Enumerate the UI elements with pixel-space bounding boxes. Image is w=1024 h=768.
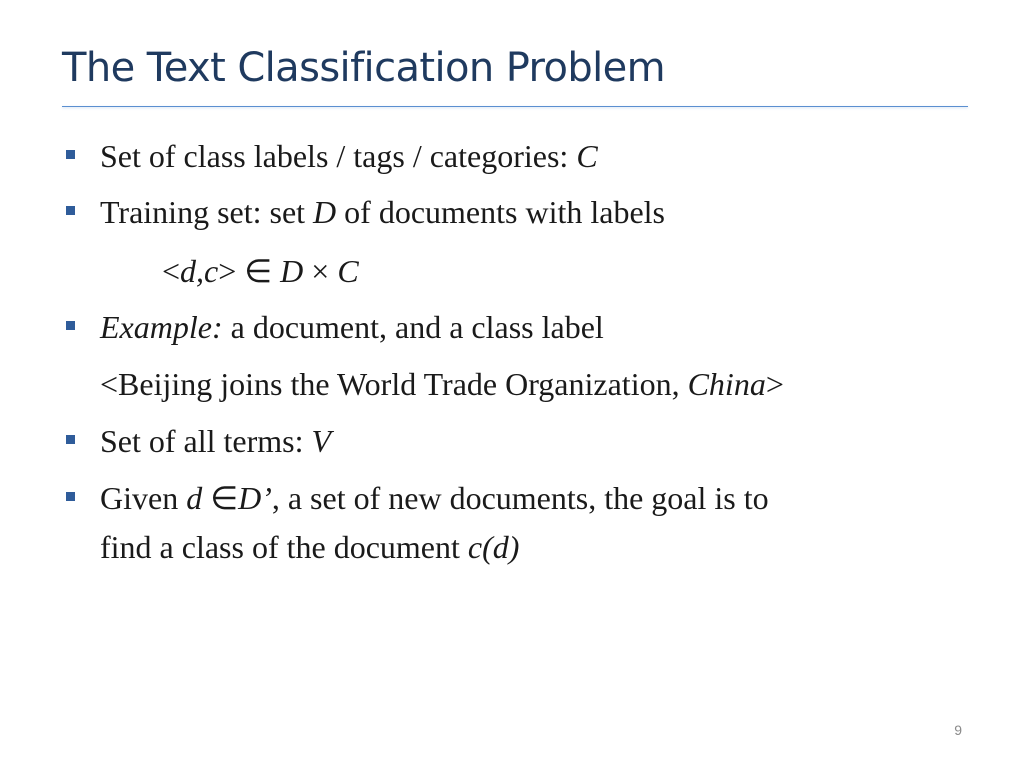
bullet-text: , a set of new documents, the goal is to [271,480,769,516]
times-symbol: × [303,253,338,289]
angle-close: > [218,253,237,289]
bullet-item-terms [100,421,331,461]
math-var-dprime: D’ [238,480,272,516]
bullet-item-example [100,307,604,347]
angle-close: > [765,366,784,402]
math-var-v: V [311,423,332,459]
bullet-text: find a class of the document [100,529,468,565]
angle-open: < [162,253,181,289]
bullet-item-training-set [100,192,665,232]
bullet-text: a document, and a class label [222,309,604,345]
slide-title: The Text Classification Problem [62,45,666,91]
page-number: 9 [954,722,962,738]
math-set-c: C [337,253,359,289]
square-bullet-icon [66,150,75,159]
member-symbol: ∈ [236,253,281,289]
math-set-d: D [280,253,304,289]
bullet-text: Training set: set [100,194,314,230]
title-divider [62,106,968,107]
example-class: China [687,366,766,402]
math-func: c(d) [467,529,520,565]
example-label: Example: [100,309,223,345]
bullet-text: Given [100,480,187,516]
math-pair: d,c [180,253,219,289]
square-bullet-icon [66,321,75,330]
example-text: <Beijing joins the World Trade Organization, [100,366,688,402]
bullet-item-class-labels [100,136,598,176]
math-var-c: C [576,138,598,174]
math-var-d: D [313,194,337,230]
bullet-text: of documents with labels [336,194,665,230]
bullet-text: Set of all terms: [100,423,312,459]
square-bullet-icon [66,492,75,501]
bullet-text: Set of class labels / tags / categories: [100,138,577,174]
training-set-formula [162,251,359,291]
square-bullet-icon [66,206,75,215]
example-document [100,364,784,404]
square-bullet-icon [66,435,75,444]
bullet-item-goal-continued [100,527,519,567]
math-var-d: d [186,480,203,516]
member-symbol: ∈ [202,480,239,516]
bullet-item-goal [100,478,769,518]
